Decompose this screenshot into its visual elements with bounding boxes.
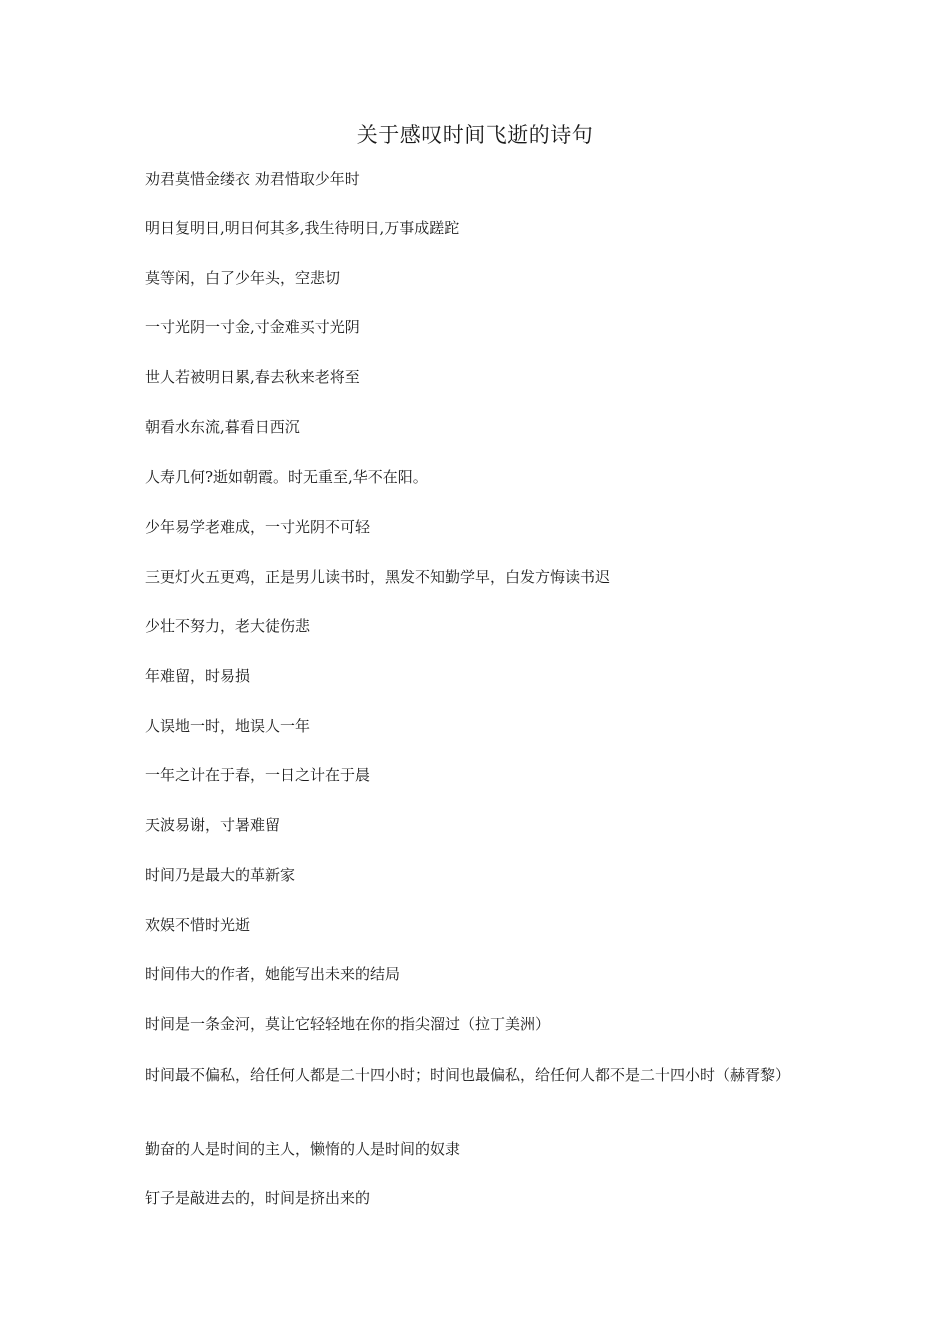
text-line: 世人若被明日累,春去秋来老将至 — [145, 368, 360, 386]
text-line: 年难留，时易损 — [145, 667, 251, 685]
document-title: 关于感叹时间飞逝的诗句 — [356, 123, 594, 147]
text-line: 明日复明日,明日何其多,我生待明日,万事成蹉跎 — [145, 219, 460, 237]
text-line: 人误地一时，地误人一年 — [145, 717, 311, 735]
text-line: 欢娱不惜时光逝 — [145, 916, 251, 934]
text-line: 钉子是敲进去的，时间是挤出来的 — [145, 1189, 371, 1207]
text-line: 勤奋的人是时间的主人，懒惰的人是时间的奴隶 — [145, 1140, 461, 1158]
text-line: 三更灯火五更鸡，正是男儿读书时，黑发不知勤学早，白发方悔读书迟 — [145, 568, 611, 586]
text-line: 一年之计在于春，一日之计在于晨 — [145, 766, 371, 784]
text-line: 时间伟大的作者，她能写出未来的结局 — [145, 965, 401, 983]
text-line: 劝君莫惜金缕衣 劝君惜取少年时 — [145, 170, 360, 188]
text-line: 天波易谢，寸暑难留 — [145, 816, 281, 834]
text-line: 莫等闲，白了少年头，空悲切 — [145, 269, 341, 287]
text-line: 人寿几何?逝如朝霞。时无重至,华不在阳。 — [145, 468, 428, 486]
text-line: 时间最不偏私，给任何人都是二十四小时；时间也最偏私，给任何人都不是二十四小时（赫胥黎） — [145, 1066, 791, 1084]
text-line: 时间是一条金河，莫让它轻轻地在你的指尖溜过（拉丁美洲） — [145, 1015, 551, 1033]
text-line: 时间乃是最大的革新家 — [145, 866, 296, 884]
text-line: 一寸光阴一寸金,寸金难买寸光阴 — [145, 318, 360, 336]
text-line: 少壮不努力，老大徒伤悲 — [145, 617, 311, 635]
text-line: 朝看水东流,暮看日西沉 — [145, 418, 300, 436]
text-line: 少年易学老难成，一寸光阴不可轻 — [145, 518, 371, 536]
